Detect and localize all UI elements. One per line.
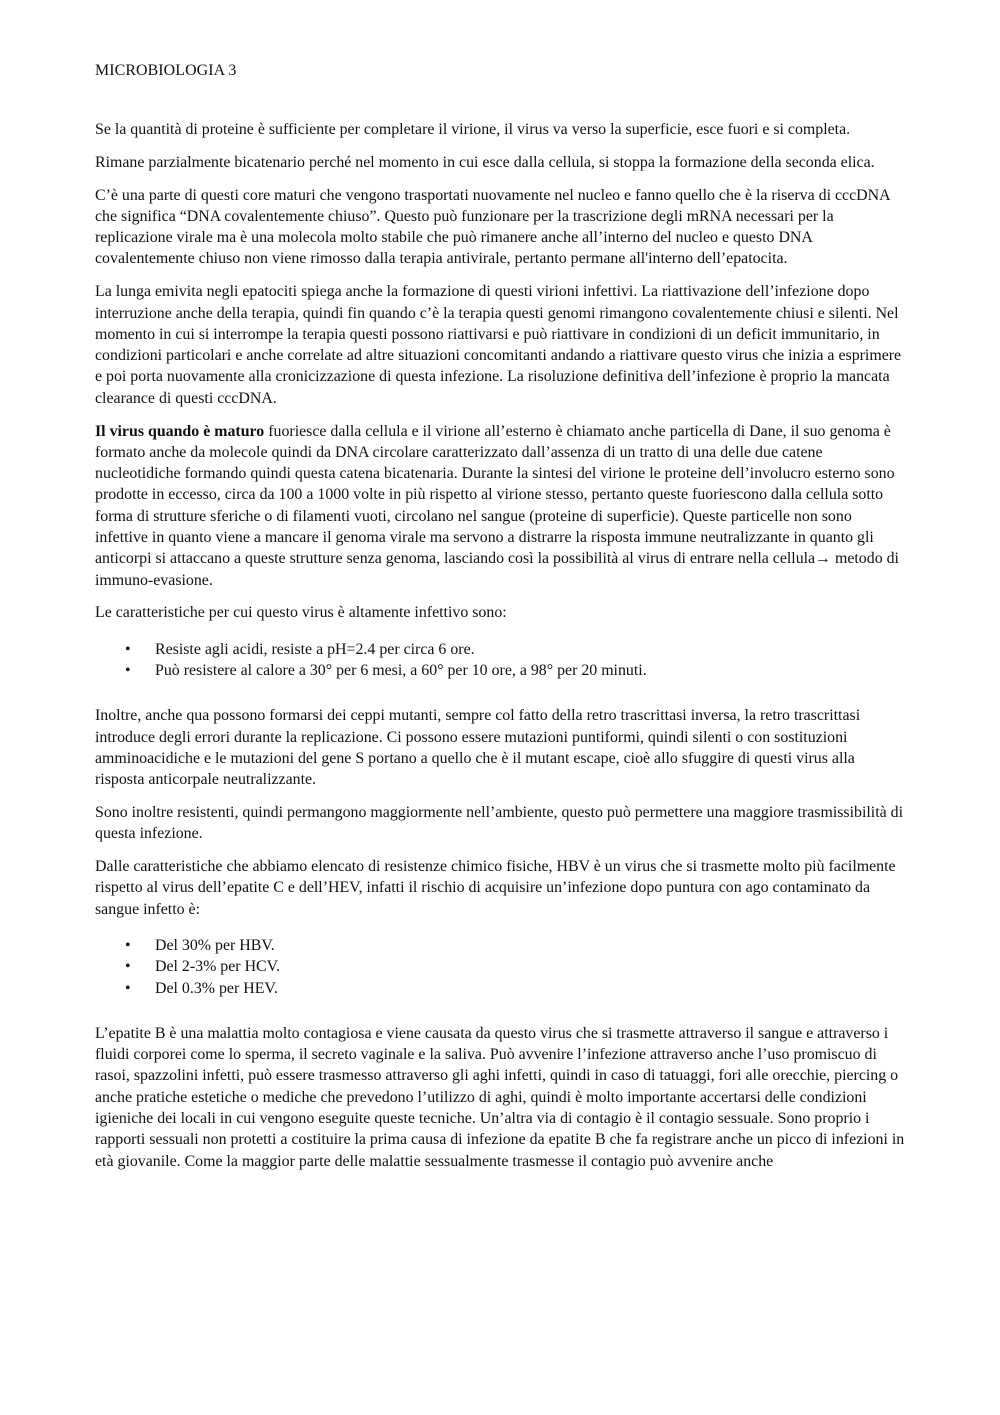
list-item: • Del 2-3% per HCV. xyxy=(155,956,907,977)
paragraph-partial-double-strand: Rimane parzialmente bicatenario perché nel momento in cui esce dalla cellula, si stoppa la formazione della seconda elica. xyxy=(95,153,875,171)
paragraph-mature-virus xyxy=(95,421,907,591)
list-item: • Resiste agli acidi, resiste a pH=2.4 per circa 6 ore. xyxy=(155,639,907,660)
bullet-icon: • xyxy=(125,937,131,954)
bullet-icon: • xyxy=(125,662,131,680)
page-header-title: MICROBIOLOGIA 3 xyxy=(95,62,237,79)
bullet-icon: • xyxy=(125,979,131,997)
paragraph-environment-resistance: Sono inoltre resistenti, quindi permangono maggiormente nell’ambiente, questo può permettere una maggiore trasmissibilità di questa infezione. xyxy=(95,804,904,843)
paragraph-characteristics-intro: Le caratteristiche per cui questo virus è altamente infettivo sono: xyxy=(95,604,507,622)
document-body xyxy=(95,119,907,1183)
paragraph-transmission-risk: Dalle caratteristiche che abbiamo elencato di resistenze chimico fisiche, HBV è un virus che si trasmette molto più facilmente rispetto al virus dell’epatite C e dell’HEV, infatti il rischio di acquisire un’infezione dopo puntura con ago contaminato da sangue infetto è: xyxy=(95,858,896,918)
paragraph-mutants: Inoltre, anche qua possono formarsi dei ceppi mutanti, sempre col fatto della retro trascrittasi inversa, la retro trascrittasi introduce degli errori durante la replicazione. Ci possono essere mutazioni puntiformi, quindi silenti o con sostituzioni amminoacidiche e le mutazioni del gene S portano a quello che è il mutant escape, cioè allo sfuggire di questi virus alla risposta anticorpale neutralizzante. xyxy=(95,707,861,789)
paragraph-virion-completion: Se la quantità di proteine è sufficiente per completare il virione, il virus va verso la superficie, esce fuori e si completa. xyxy=(95,121,851,138)
paragraph-mature-virus-text: fuoriesce dalla cellula e il virione all’esterno è chiamato anche particella di Dane, il suo genoma è formato anche da molecole quindi da DNA circolare caratterizzato dall’assenza di un tratto di una delle due catene nucleotidiche formando quindi questa catena bicatenaria. Durante la sintesi del virione le proteine dell’involucro esterno sono prodotte in eccesso, circa da 100 a 1000 volte in più rispetto al virione stesso, pertanto queste fuoriescono dalla cellula sotto forma di strutture sferiche o di filamenti vuoti, circolano nel sangue (proteine di superficie). Queste particelle non sono infettive in quanto viene a mancare il genoma virale ma servono a distrarre la risposta immune neutralizzante in quanto gli anticorpi si attaccano a queste strutture senza genoma, lasciando così la possibilità al virus di entrare nella cellula→ metodo di immuno-evasione. xyxy=(95,422,899,589)
paragraph-cccdna: C’è una parte di questi core maturi che vengono trasportati nuovamente nel nucleo e fanno quello che è la riserva di cccDNA che significa “DNA covalentemente chiuso”. Questo può funzionare per la trascrizione degli mRNA necessari per la replicazione virale ma è una molecola molto stabile che può rimanere anche all’interno del nucleo e questo DNA covalentemente chiuso non viene rimosso dalla terapia antivirale, pertanto permane all'interno dell’epatocita. xyxy=(95,186,890,268)
resistance-list xyxy=(95,639,907,682)
paragraph-hepatitis-b-contagion: L’epatite B è una malattia molto contagiosa e viene causata da questo virus che si trasmette attraverso il sangue e attraverso i fluidi corporei come lo sperma, il secreto vaginale e la saliva. Può avvenire l’infezione attraverso anche l’uso promiscuo di rasoi, spazzolini infetti, può essere trasmesso attraverso gli aghi infetti, quindi in caso di tatuaggi, fori alle orecchie, piercing o anche pratiche estetiche o mediche che prevedono l’utilizzo di aghi, quindi è molto importante accertarsi delle condizioni igieniche dei locali in cui vengono eseguite queste tecniche. Un’altra via di contagio è il contagio sessuale. Sono proprio i rapporti sessuali non protetti a costituire la prima causa di infezione da epatite B che fa registrare anche un picco di infezioni in età giovanile. Come la maggior parte delle malattie sessualmente trasmesse il contagio può avvenire anche xyxy=(95,1024,905,1170)
list-item: • Del 30% per HBV. xyxy=(155,935,907,956)
list-item: • Può resistere al calore a 30° per 6 mesi, a 60° per 10 ore, a 98° per 20 minuti. xyxy=(155,660,907,681)
infection-risk-list xyxy=(95,935,907,999)
list-item: • Del 0.3% per HEV. xyxy=(155,978,907,999)
bullet-icon: • xyxy=(125,958,131,976)
bullet-icon: • xyxy=(125,640,131,658)
paragraph-long-half-life: La lunga emivita negli epatociti spiega anche la formazione di questi virioni infettivi. La riattivazione dell’infezione dopo interruzione anche della terapia, quindi fin quando c’è la terapia questi genomi rimangono covalentemente chiusi e silenti. Nel momento in cui si interrompe la terapia questi possono riattivarsi e può riattivare in condizioni di un deficit immunitario, in condizioni particolari e anche correlate ad altre situazioni concomitanti andando a riattivare questo virus che inizia a esprimere e poi porta nuovamente alla cronicizzazione di questa infezione. La risoluzione definitiva dell’infezione è proprio la mancata clearance di questi cccDNA. xyxy=(95,283,902,407)
bold-lead-text: Il virus quando è maturo xyxy=(95,422,265,440)
